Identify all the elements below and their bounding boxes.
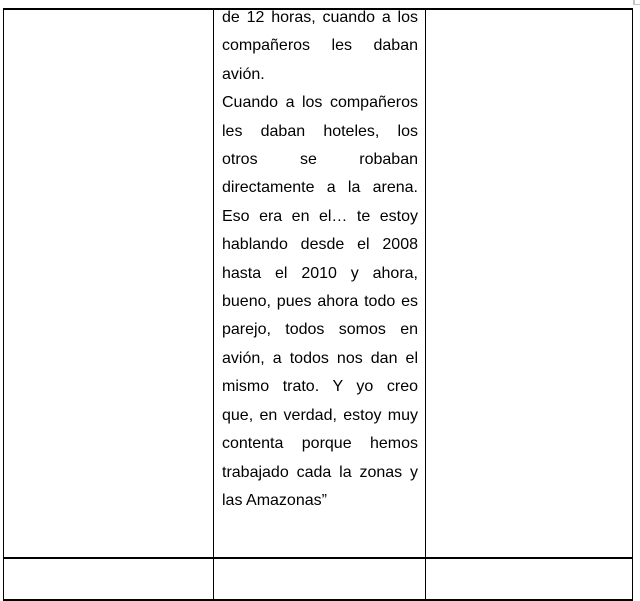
quote-line: Cuando a los compañeros [222, 94, 418, 112]
next-row-cell-left [4, 558, 214, 600]
table-cell-right-empty [426, 9, 633, 558]
quote-line: hablando desde el 2008 [222, 236, 418, 254]
quote-line: parejo, todos somos en [222, 321, 418, 339]
quote-line: bueno, pues ahora todo es [222, 293, 418, 311]
quote-line: otros se robaban [222, 151, 418, 169]
quote-line: trabajado cada la zonas y [222, 463, 418, 481]
page-corner-mark [633, 0, 640, 7]
table-row-quote [4, 9, 633, 558]
quote-line: avión, a todos nos dan el [222, 349, 418, 367]
quote-line: de 12 horas, cuando a los [222, 9, 418, 26]
quote-line: les daban hoteles, los [222, 122, 418, 140]
document-table [3, 8, 633, 601]
quote-line: contenta porque hemos [222, 435, 418, 453]
quote-line: compañeros les daban [222, 37, 418, 55]
quote-line: hasta el 2010 y ahora, [222, 264, 418, 282]
table-row-next [4, 558, 633, 600]
quote-line: Eso era en el… te estoy [222, 207, 418, 225]
page-corner-mark-horizontal [633, 4, 640, 6]
next-row-cell-middle [214, 558, 426, 600]
next-row-cell-right [426, 558, 633, 600]
quote-line: que, en verdad, estoy muy [222, 406, 418, 424]
table-cell-left-empty [4, 9, 214, 558]
quote-line: avión. [222, 65, 265, 83]
quote-text-block [214, 4, 425, 515]
quote-line: directamente a la arena. [222, 179, 418, 197]
quote-line: mismo trato. Y yo creo [222, 378, 418, 396]
table-cell-quote [214, 9, 426, 558]
quote-line: las Amazonas” [222, 491, 327, 509]
